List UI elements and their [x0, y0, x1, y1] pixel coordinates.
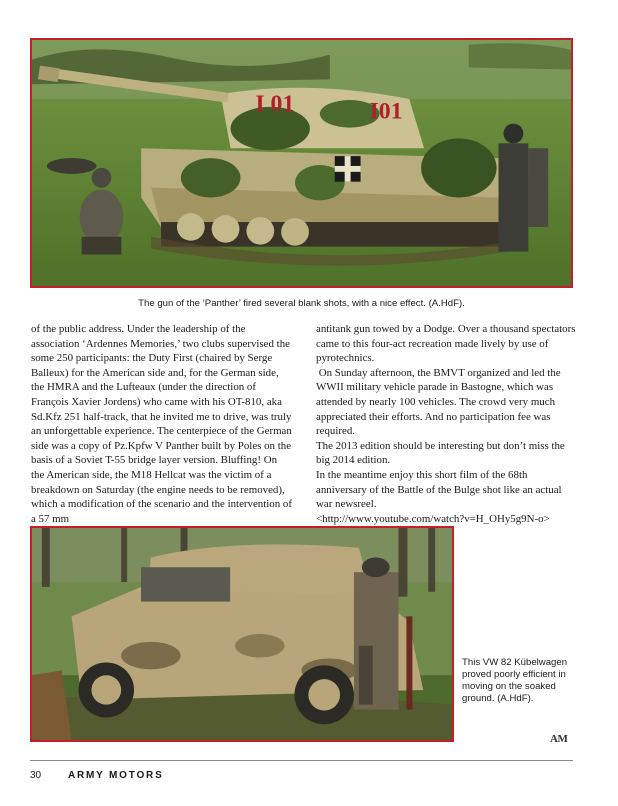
paragraph: of the public address. Under the leadership of the association ‘Ardennes Memories,’ two clubs supervised the some 250 participants: the Duty First (chaired by Serge Balleux) for the American side and, for the German side, the HMRA and the Lufteaux (under the direction of François Xavier Jordens) who came with his OT-810, aka Sd.Kfz 251 half-track, that he invited me to drive, was truly an unforgettable experience. The centerpiece of the German side was a copy of Pz.Kpfw V Panther built by Poles on the basis of a Soviet T-55 bridge layer version. Bluffing! On the American side, the M18 Hellcat was the victim of a breakdown on Saturday (the engine needs to be removed), which a modification of the scenario and the intervention of a 57 mm: [31, 323, 292, 525]
kubelwagen-photo: [30, 526, 454, 742]
panther-tank-photo: [30, 38, 573, 288]
turret-marking-left: I 01: [255, 90, 295, 117]
paragraph: On Sunday afternoon, the BMVT organized and led the WWII military vehicle parade in Bastogne, which was attended by nearly 100 vehicles. The crowd very much appreciated their efforts. And no participation fee was required.: [316, 366, 564, 438]
page-number: 30: [30, 770, 42, 781]
magazine-logo: AM: [550, 733, 568, 745]
footer-divider: [30, 760, 573, 761]
paragraph: In the meantime enjoy this short film of the 68th anniversary of the Battle of the Bulge shot like an actual war newsreel.: [316, 468, 562, 511]
top-photo-caption: The gun of the ‘Panther’ fired several blank shots, with a nice effect. (A.HdF).: [138, 298, 465, 309]
bottom-photo-caption: This VW 82 Kübelwagen proved poorly efficient in moving on the soaked ground. (A.HdF).: [462, 657, 568, 704]
panther-tank-illustration: [32, 40, 571, 286]
article-left-column: [31, 322, 293, 526]
turret-marking-right: I01: [369, 98, 403, 125]
kubelwagen-illustration: [32, 528, 452, 740]
magazine-name: ARMY MOTORS: [68, 770, 164, 781]
article-right-column: [316, 322, 578, 526]
paragraph: The 2013 edition should be interesting but don’t miss the big 2014 edition.: [316, 439, 565, 467]
paragraph: antitank gun towed by a Dodge. Over a thousand spectators came to this four-act recreation made lively by use of pyrotechnics.: [316, 323, 576, 365]
video-link[interactable]: <http://www.youtube.com/watch?v=H_OHy5g9N-o>: [316, 512, 550, 525]
